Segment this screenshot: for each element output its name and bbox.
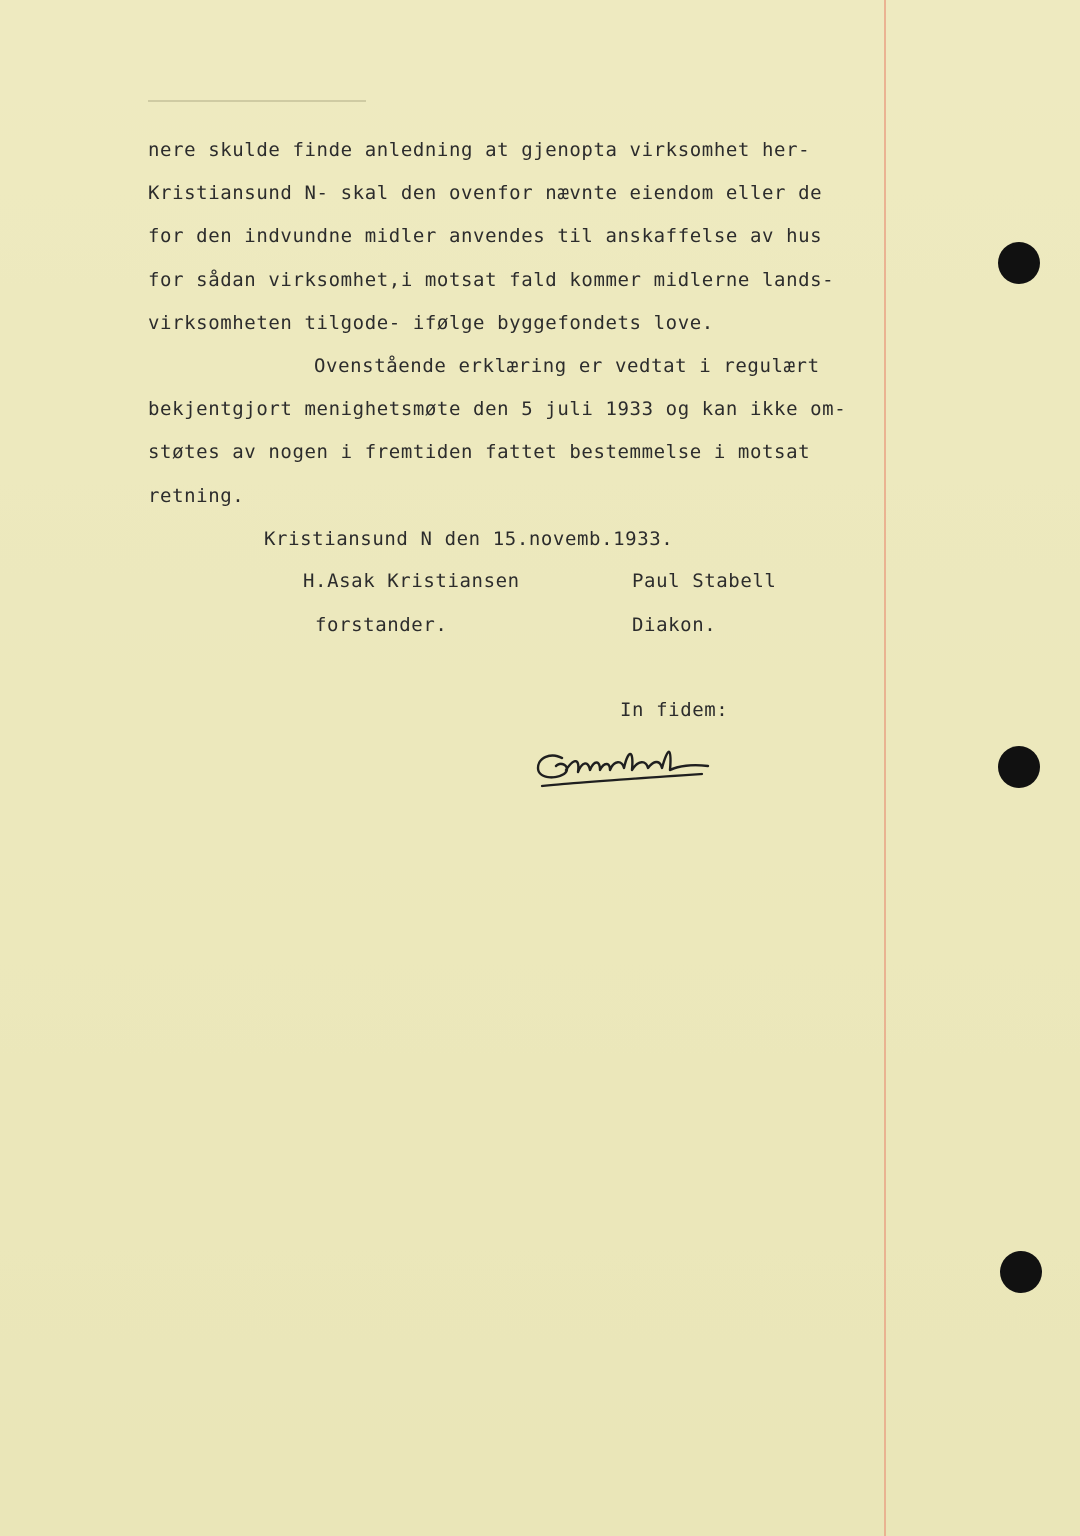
punch-hole-bottom [1000, 1251, 1042, 1293]
punch-hole-middle [998, 746, 1040, 788]
signatory-right-title: Diakon. [632, 614, 717, 636]
body-line-4: for sådan virksomhet,i motsat fald kommer midlerne lands- [148, 269, 835, 291]
body-line-9: retning. [148, 485, 245, 507]
signatory-left-name: H.Asak Kristiansen [303, 570, 520, 592]
signatory-left-title: forstander. [315, 614, 448, 636]
body-line-3: for den indvundne midler anvendes til anskaffelse av hus [148, 225, 823, 247]
body-line-5: virksomheten tilgode- ifølge byggefondets love. [148, 312, 714, 334]
body-line-1: nere skulde finde anledning at gjenopta virksomhet her- [148, 139, 811, 161]
body-line-7: bekjentgjort menighetsmøte den 5 juli 1933 og kan ikke om- [148, 398, 847, 420]
body-line-6: Ovenstående erklæring er vedtat i regulært [314, 355, 820, 377]
signatory-right-name: Paul Stabell [632, 570, 777, 592]
handwritten-signature [532, 738, 717, 798]
margin-line [884, 0, 886, 1536]
body-line-8: støtes av nogen i fremtiden fattet bestemmelse i motsat [148, 441, 811, 463]
body-line-2: Kristiansund N- skal den ovenfor nævnte eiendom eller de [148, 182, 823, 204]
place-date: Kristiansund N den 15.novemb.1933. [264, 528, 674, 550]
attestation: In fidem: [620, 699, 729, 721]
faint-header-mark [148, 100, 366, 102]
punch-hole-top [998, 242, 1040, 284]
